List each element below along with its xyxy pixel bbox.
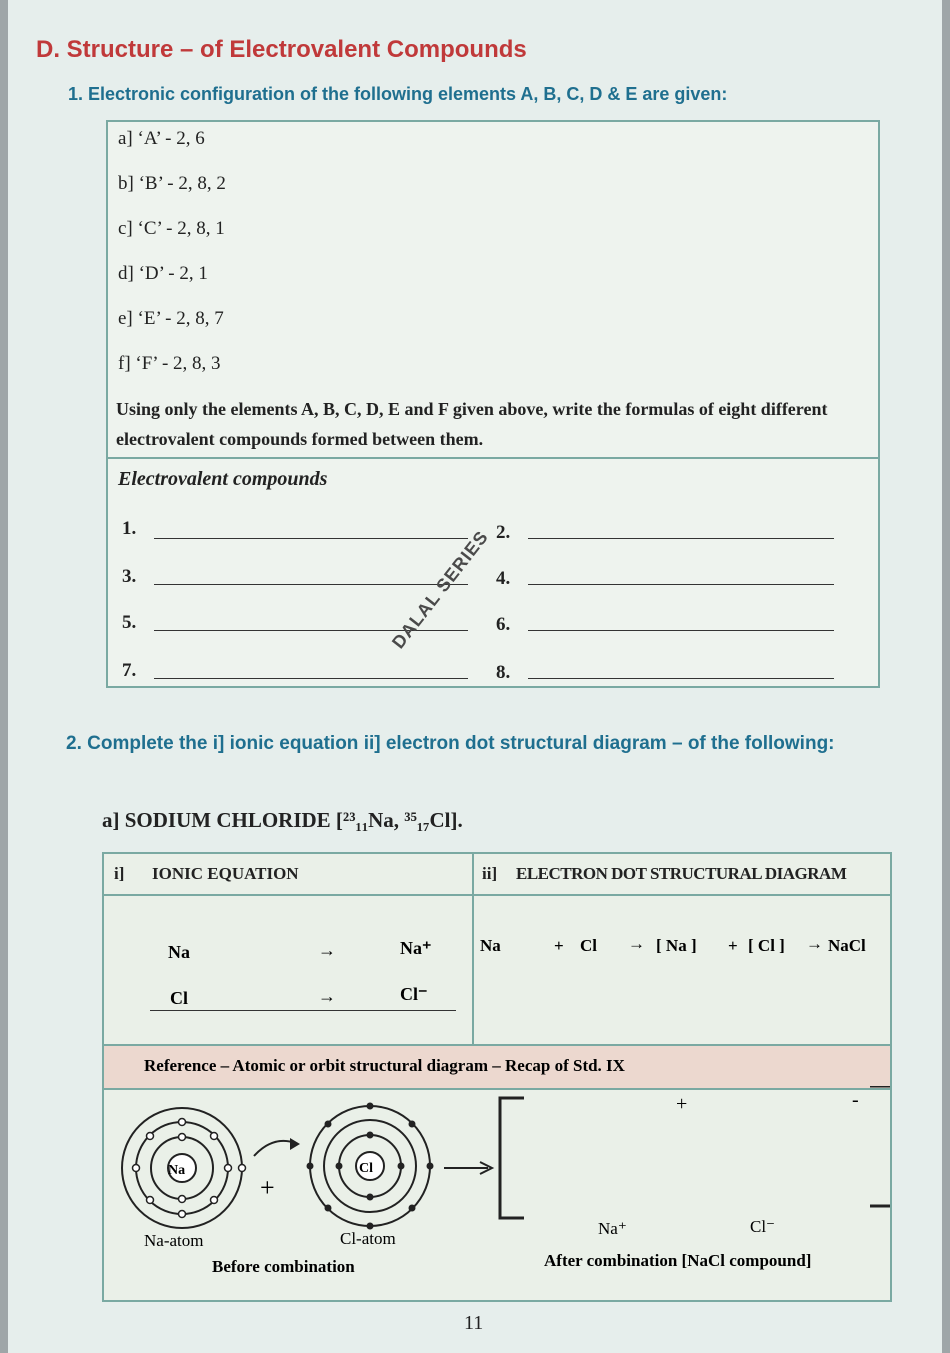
question-2-table	[102, 852, 892, 1302]
answer-line-7[interactable]	[154, 678, 468, 679]
watermark: DALAL SERIES	[388, 526, 493, 653]
dot-cl: Cl	[580, 936, 597, 955]
plus-sign: +	[260, 1173, 275, 1202]
answer-number: 6.	[496, 614, 511, 635]
na-core-label: Na	[168, 1163, 186, 1178]
dot-arrow-2: →	[806, 934, 823, 953]
eq1-left: Na	[168, 942, 190, 962]
question-1-box	[106, 120, 880, 688]
col2-number: ii]	[482, 864, 498, 883]
answer-number: 1.	[122, 518, 137, 539]
na-ion-label: Na⁺	[598, 1219, 627, 1238]
charge-plus: +	[676, 1093, 688, 1115]
reference-text: Reference – Atomic or orbit structural diagram – Recap of Std. IX	[144, 1056, 625, 1075]
eq2-arrow: →	[318, 986, 336, 1006]
col1-number: i]	[114, 864, 125, 883]
right-bracket	[870, 1086, 890, 1206]
dot-na: Na	[480, 936, 501, 955]
header-divider	[104, 894, 890, 896]
divider	[108, 457, 878, 459]
na-atom-label: Na-atom	[144, 1231, 204, 1250]
cl-atom-label: Cl-atom	[340, 1229, 396, 1248]
col2-title: ELECTRON DOT STRUCTURAL DIAGRAM	[516, 864, 847, 883]
col1-title: IONIC EQUATION	[152, 864, 299, 883]
left-bracket	[500, 1098, 524, 1218]
answer-number: 5.	[122, 612, 137, 633]
charge-minus: -	[852, 1089, 859, 1111]
answer-line-4[interactable]	[528, 584, 834, 585]
dot-cl-bracket: [ Cl ]	[748, 936, 785, 955]
question-2-text: 2. Complete the i] ionic equation ii] electron dot structural diagram – of the following:	[66, 733, 835, 754]
instruction-text: Using only the elements A, B, C, D, E and F given above, write the formulas of eight different electrovalent compounds formed between them.	[116, 399, 828, 449]
before-combination-label: Before combination	[212, 1257, 355, 1276]
answer-line-6[interactable]	[528, 630, 834, 631]
workbook-page	[8, 0, 942, 1353]
answer-number: 3.	[122, 566, 137, 587]
config-e: e] ‘E’ - 2, 8, 7	[118, 308, 224, 329]
column-divider	[472, 854, 474, 1044]
dot-arrow: →	[628, 934, 645, 953]
cl-ion-label: Cl⁻	[750, 1217, 776, 1236]
eq1-arrow: →	[318, 940, 336, 960]
eq2-right: Cl⁻	[400, 984, 428, 1004]
dot-product: NaCl	[828, 936, 866, 955]
answer-number: 8.	[496, 662, 511, 683]
config-f: f] ‘F’ - 2, 8, 3	[118, 353, 221, 374]
reference-band	[104, 1044, 890, 1090]
answer-line-2[interactable]	[528, 538, 834, 539]
config-c: c] ‘C’ - 2, 8, 1	[118, 218, 225, 239]
answer-line-3[interactable]	[154, 584, 468, 585]
answer-number: 4.	[496, 568, 511, 589]
question-1-text: 1. Electronic configuration of the following elements A, B, C, D & E are given:	[68, 84, 728, 104]
equation-underline	[150, 1010, 456, 1011]
answer-number: 2.	[496, 522, 511, 543]
cl-core-label: Cl	[359, 1161, 373, 1176]
page-number: 11	[464, 1312, 484, 1334]
answer-line-8[interactable]	[528, 678, 834, 679]
dot-plus-2: +	[728, 936, 738, 955]
config-d: d] ‘D’ - 2, 1	[118, 263, 208, 284]
eq2-left: Cl	[170, 988, 188, 1008]
answer-line-1[interactable]	[154, 538, 468, 539]
answers-title: Electrovalent compounds	[118, 468, 328, 490]
part-a-title: a] SODIUM CHLORIDE [²³₁₁Na, ³⁵₁₇Cl].	[102, 808, 463, 832]
after-combination-label: After combination [NaCl compound]	[544, 1251, 812, 1270]
dot-na-bracket: [ Na ]	[656, 936, 697, 955]
config-a: a] ‘A’ - 2, 6	[118, 128, 205, 149]
transfer-arrow-head	[290, 1138, 300, 1150]
section-heading: D. Structure – of Electrovalent Compounds	[36, 36, 527, 63]
answer-number: 7.	[122, 660, 137, 681]
config-b: b] ‘B’ - 2, 8, 2	[118, 173, 226, 194]
eq1-right: Na⁺	[400, 938, 432, 958]
dot-plus: +	[554, 936, 564, 955]
orbit-diagram	[104, 1086, 890, 1300]
